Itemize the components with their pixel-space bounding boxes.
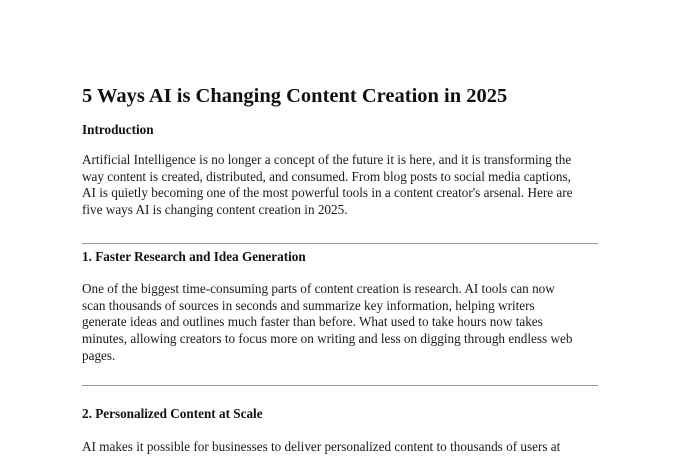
introduction-heading: Introduction	[82, 122, 154, 137]
paragraph-line: AI makes it possible for businesses to deliver personalized content to thousands of users at	[82, 439, 561, 454]
section-divider	[82, 385, 598, 386]
section-1-paragraph	[82, 281, 598, 365]
section-2-heading: 2. Personalized Content at Scale	[82, 406, 263, 421]
paragraph-line: scan thousands of sources in seconds and summarize key information, helping writers	[82, 297, 535, 313]
paragraph-line: One of the biggest time-consuming parts of content creation is research. AI tools can now	[82, 281, 555, 296]
paragraph-line: minutes, allowing creators to focus more on writing and less on digging through endless web	[82, 331, 573, 347]
document-page	[82, 0, 598, 459]
paragraph-line: generate ideas and outlines much faster than before. What used to take hours now takes	[82, 314, 543, 330]
document-title: 5 Ways AI is Changing Content Creation in 2025	[82, 85, 508, 107]
paragraph-line: Artificial Intelligence is no longer a concept of the future it is here, and it is transforming the	[82, 152, 572, 167]
paragraph-line: AI is quietly becoming one of the most powerful tools in a content creator's arsenal. Here are	[82, 185, 573, 201]
section-2-paragraph	[82, 439, 598, 456]
section-1-heading: 1. Faster Research and Idea Generation	[82, 249, 306, 264]
paragraph-line: five ways AI is changing content creation in 2025.	[82, 202, 348, 218]
paragraph-line: pages.	[82, 347, 116, 363]
paragraph-line: way content is created, distributed, and consumed. From blog posts to social media captions,	[82, 168, 571, 184]
section-divider	[82, 243, 598, 244]
introduction-paragraph	[82, 152, 598, 219]
